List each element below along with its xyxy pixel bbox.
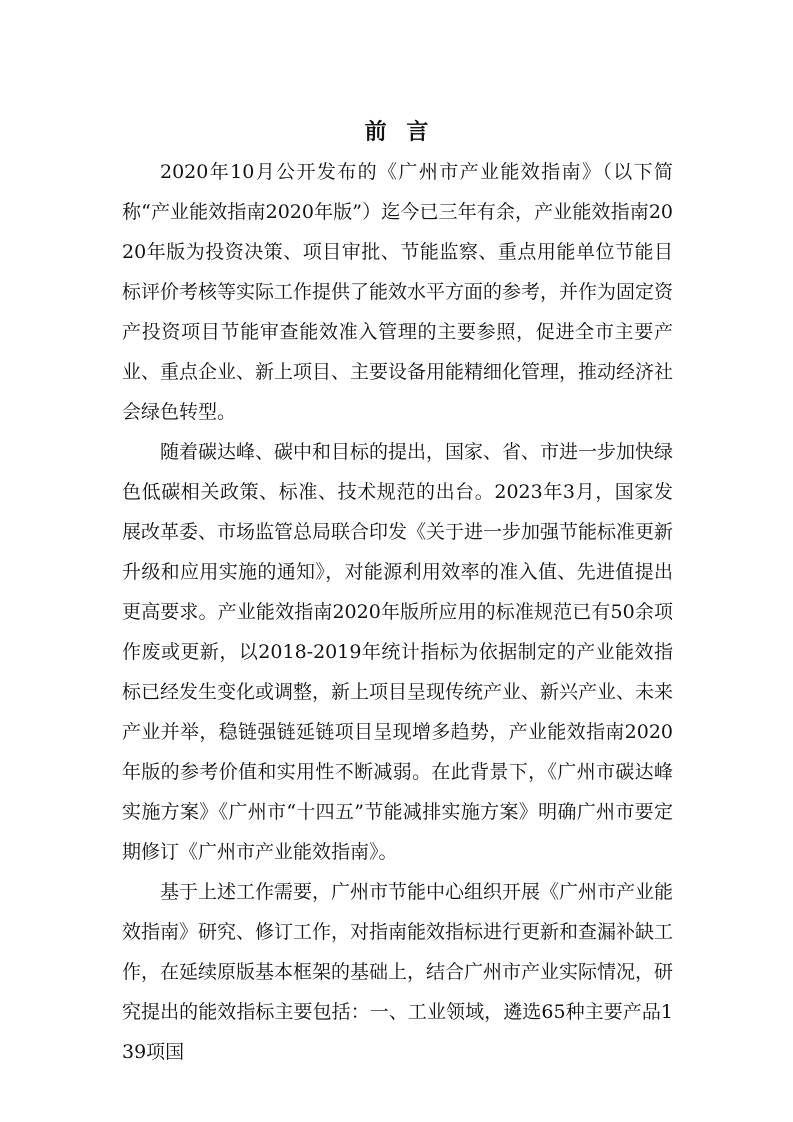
- paragraph-3: 基于上述工作需要，广州市节能中心组织开展《广州市产业能效指南》研究、修订工作，对指南能效指标进行更新和查漏补缺工作，在延续原版基本框架的基础上，结合广州市产业实际情况，研究提出的能效指标主要包括：一、工业领域，遴选65种主要产品139项国: [122, 881, 674, 1063]
- paragraph-1: 2020年10月公开发布的《广州市产业能效指南》（以下简称“产业能效指南2020年版”）迄今已三年有余，产业能效指南2020年版为投资决策、项目审批、节能监察、重点用能单位节能目标评价考核等实际工作提供了能效水平方面的参考，并作为固定资产投资项目节能审查能效准入管理的主要参照，促进全市主要产业、重点企业、新上项目、主要设备用能精细化管理，推动经济社会绿色转型。: [122, 161, 674, 423]
- body-text: [122, 152, 673, 1072]
- page-title: 前言: [364, 118, 449, 145]
- paragraph-2: 随着碳达峰、碳中和目标的提出，国家、省、市进一步加快绿色低碳相关政策、标准、技术规范的出台。2023年3月，国家发展改革委、市场监管总局联合印发《关于进一步加强节能标准更新升级和应用实施的通知》，对能源利用效率的准入值、先进值提出更高要求。产业能效指南2020年版所应用的标准规范已有50余项作废或更新，以2018-2019年统计指标为依据制定的产业能效指标已经发生变化或调整，新上项目呈现传统产业、新兴产业、未来产业并举，稳链强链延链项目呈现增多趋势，产业能效指南2020年版的参考价值和实用性不断减弱。在此背景下，《广州市碳达峰实施方案》《广州市“十四五”节能减排实施方案》明确广州市要定期修订《广州市产业能效指南》。: [122, 441, 674, 863]
